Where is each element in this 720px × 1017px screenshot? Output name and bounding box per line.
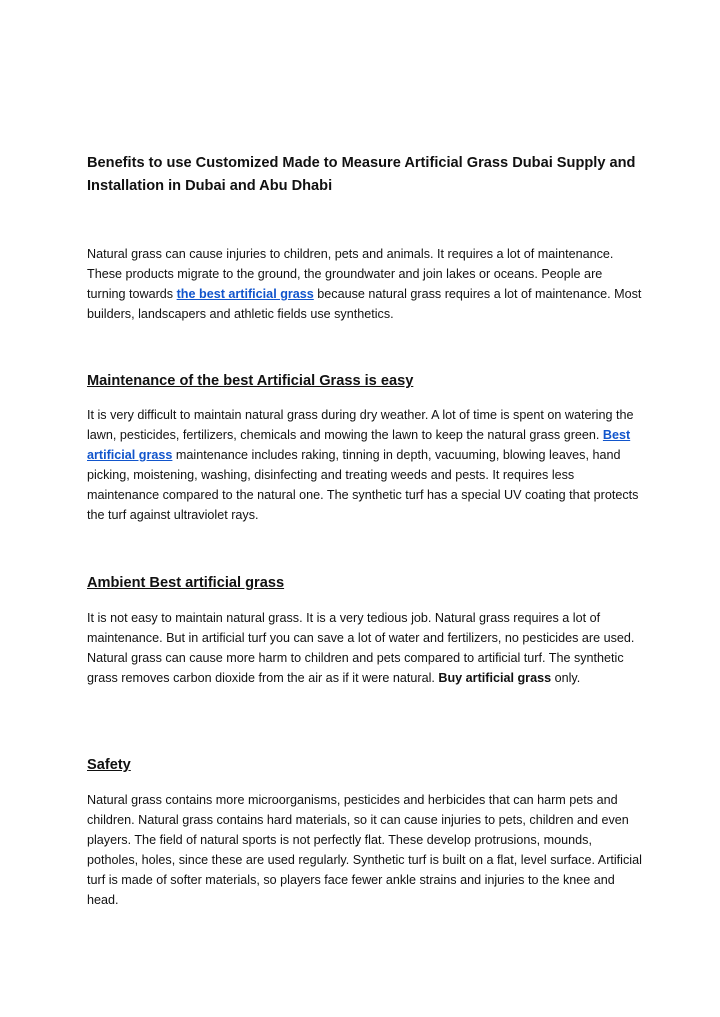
safety-paragraph: Natural grass contains more microorganisms, pesticides and herbicides that can harm pets and children. Natural grass contains hard materials, so it can cause injuries to pets, children and even players. The field of natural sports is not perfectly flat. These develop protrusions, mounds, potholes, holes, since these are used regularly. Synthetic turf is built on a flat, level surface. Artificial turf is made of softer materials, so players face fewer ankle strains and injuries to the knee and head. xyxy=(87,793,642,907)
ambient-text-before-bold: It is not easy to maintain natural grass. It is a very tedious job. Natural grass requires a lot of maintenance. But in artificial turf you can save a lot of water and fertilizers, no pesticides are used. Natural grass can cause more harm to children and pets compared to artificial turf. The synthetic grass removes carbon dioxide from the air as if it were natural. xyxy=(87,611,635,685)
buy-artificial-grass-text: Buy artificial grass xyxy=(438,671,552,685)
safety-heading: Safety xyxy=(87,757,131,773)
ambient-paragraph xyxy=(87,608,643,688)
best-artificial-grass-link[interactable]: the best artificial grass xyxy=(176,287,314,301)
maintenance-text-after-link: maintenance includes raking, tinning in depth, vacuuming, blowing leaves, hand picking, moistening, washing, disinfecting and treating weeds and pests. It requires less maintenance compared to the natural one. The synthetic turf has a special UV coating that protects the turf against ultraviolet rays. xyxy=(87,448,639,522)
intro-text-after-link: because natural grass requires a lot of maintenance. Most builders, landscapers and athletic fields use synthetics. xyxy=(87,287,642,321)
intro-text-before-link: Natural grass can cause injuries to children, pets and animals. It requires a lot of maintenance. These products migrate to the ground, the groundwater and join lakes or oceans. People are turning towards xyxy=(87,247,614,301)
ambient-heading: Ambient Best artificial grass xyxy=(87,575,285,591)
maintenance-text-before-link: It is very difficult to maintain natural grass during dry weather. A lot of time is spent on watering the lawn, pesticides, fertilizers, chemicals and mowing the lawn to keep the natural grass green. xyxy=(87,408,634,442)
intro-paragraph xyxy=(87,244,643,324)
best-artificial-grass-inline-link[interactable]: Best artificial grass xyxy=(87,428,631,462)
ambient-text-after-bold: only. xyxy=(551,671,581,685)
maintenance-heading: Maintenance of the best Artificial Grass is easy xyxy=(87,373,414,389)
maintenance-paragraph xyxy=(87,405,643,525)
document-title: Benefits to use Customized Made to Measure Artificial Grass Dubai Supply and Installation in Dubai and Abu Dhabi xyxy=(87,155,636,194)
